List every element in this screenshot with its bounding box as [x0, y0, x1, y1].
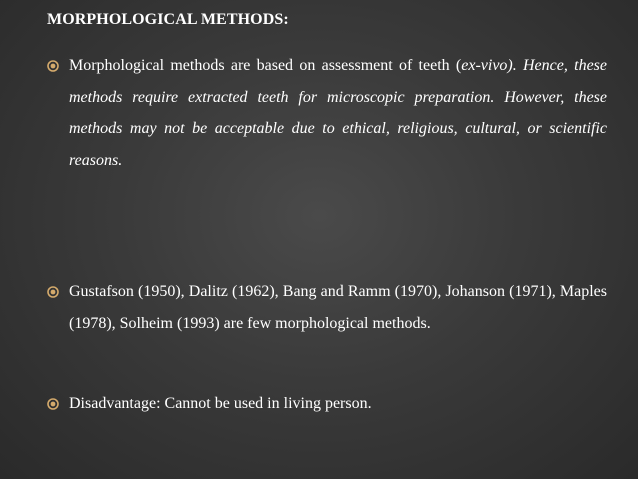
bullet-item: [47, 394, 607, 414]
circled-dot-icon: [47, 286, 59, 298]
slide-title: MORPHOLOGICAL METHODS:: [47, 11, 289, 28]
circled-dot-icon: [47, 60, 59, 72]
bullet-text: [69, 50, 607, 176]
bullet-text-plain: Morphological methods are based on assessment of teeth (: [69, 57, 462, 74]
circled-dot-icon: [47, 398, 59, 410]
bullet-item: [47, 56, 607, 176]
bullet-text: Disadvantage: Cannot be used in living person.: [69, 395, 372, 412]
bullet-text-italic: ex-vivo). Hence, these methods require extracted teeth for microscopic preparation. However, these methods may not be acceptable due to ethical, religious, cultural, or scientific reasons.: [69, 57, 608, 169]
bullet-text: Gustafson (1950), Dalitz (1962), Bang and Ramm (1970), Johanson (1971), Maples (1978), Solheim (1993) are few morphological methods.: [69, 283, 607, 332]
bullet-item: [47, 282, 607, 340]
